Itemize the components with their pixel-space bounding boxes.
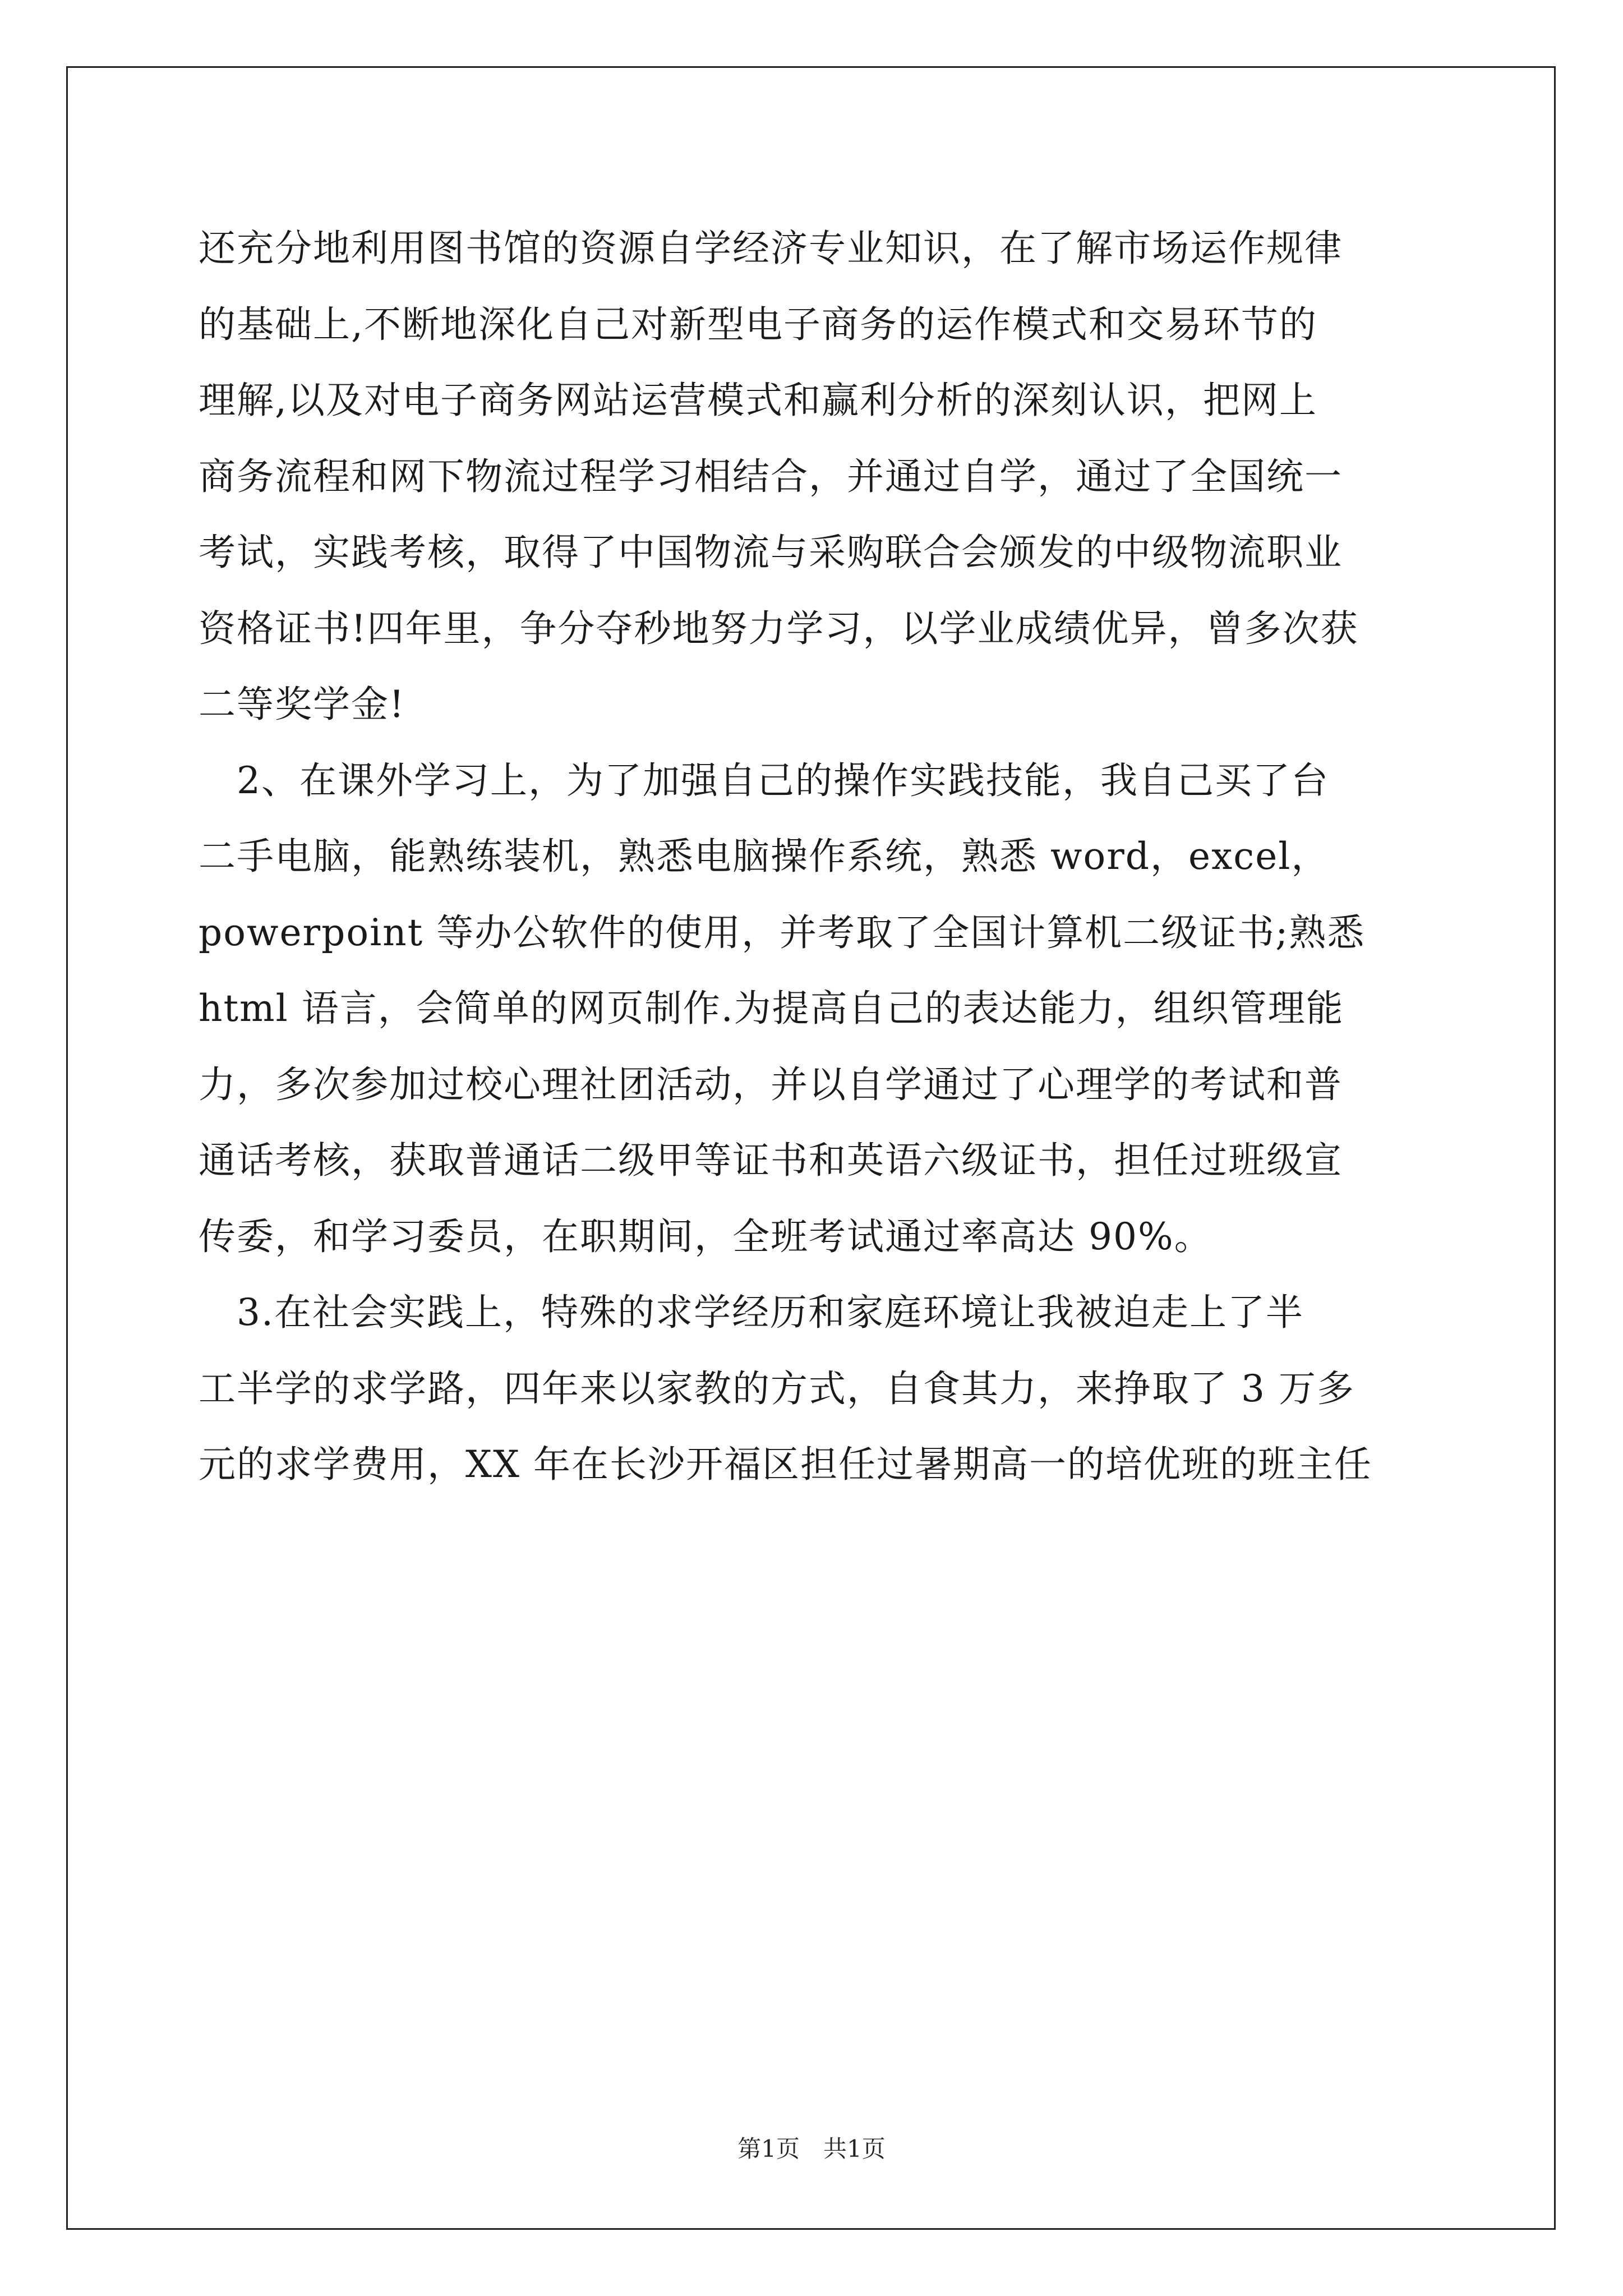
text-line-5: 考试，实践考核，取得了中国物流与采购联合会颁发的中级物流职业	[199, 531, 1343, 574]
text-line-9: 二手电脑，能熟练装机，熟悉电脑操作系统，熟悉 word，excel，	[199, 835, 1330, 878]
text-line-6: 资格证书!四年里，争分夺秒地努力学习，以学业成绩优异，曾多次获	[199, 607, 1359, 650]
text-line-1: 还充分地利用图书馆的资源自学经济专业知识，在了解市场运作规律	[199, 227, 1343, 270]
text-line-7: 二等奖学金!	[199, 683, 405, 726]
text-line-10: powerpoint 等办公软件的使用，并考取了全国计算机二级证书;熟悉	[199, 911, 1366, 954]
text-line-12: 力，多次参加过校心理社团活动，并以自学通过了心理学的考试和普	[199, 1063, 1343, 1106]
page-footer: 第1页 共1页	[737, 2135, 886, 2162]
text-line-15: 3.在社会实践上，特殊的求学经历和家庭环境让我被迫走上了半	[199, 1291, 1304, 1334]
text-line-4: 商务流程和网下物流过程学习相结合，并通过自学，通过了全国统一	[199, 455, 1343, 498]
text-line-2: 的基础上,不断地深化自己对新型电子商务的运作模式和交易环节的	[199, 303, 1317, 346]
text-line-3: 理解,以及对电子商务网站运营模式和赢利分析的深刻认识，把网上	[199, 379, 1317, 422]
text-line-8: 2、在课外学习上，为了加强自己的操作实践技能，我自己买了台	[199, 759, 1329, 802]
text-line-17: 元的求学费用，XX 年在长沙开福区担任过暑期高一的培优班的班主任	[199, 1443, 1372, 1486]
text-line-16: 工半学的求学路，四年来以家教的方式，自食其力，来挣取了 3 万多	[199, 1367, 1355, 1410]
text-line-13: 通话考核，获取普通话二级甲等证书和英语六级证书，担任过班级宣	[199, 1139, 1343, 1182]
text-line-14: 传委，和学习委员，在职期间，全班考试通过率高达 90%。	[199, 1215, 1212, 1258]
text-line-11: html 语言，会简单的网页制作.为提高自己的表达能力，组织管理能	[199, 987, 1344, 1030]
